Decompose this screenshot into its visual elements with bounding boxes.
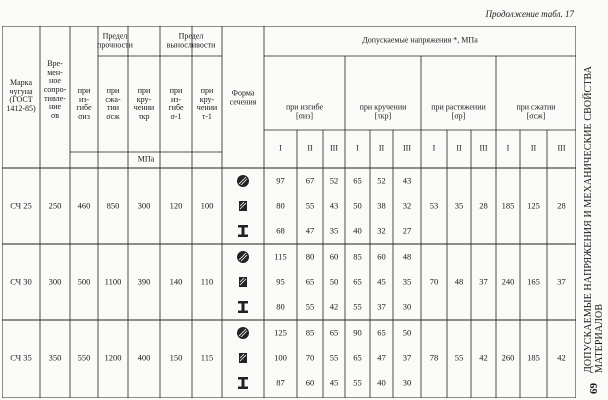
row-allow-value: 35	[402, 276, 412, 287]
row-compression-value: 185	[501, 200, 515, 211]
row-allow-value: 50	[402, 327, 412, 338]
row-compression-value: 185	[527, 352, 540, 363]
row-allow-value: 50	[353, 200, 362, 211]
row-allow-value: 68	[276, 225, 285, 236]
row-tensile: 300	[48, 276, 62, 287]
row-endurance-bend: 140	[169, 276, 183, 287]
row-allow-value: 40	[353, 225, 362, 236]
header-tensile: Вре- мен- ное сопро- тивле- ние σв	[43, 58, 67, 120]
row-allow-value: 37	[377, 301, 386, 312]
header-unit: МПа	[137, 154, 155, 164]
row-tension-value: 70	[429, 276, 439, 287]
row-allow-value: 30	[402, 301, 412, 312]
row-allow-value: 67	[305, 175, 315, 186]
i-beam-section-icon	[236, 300, 250, 314]
header-roman: III	[557, 143, 566, 153]
row-allow-value: 43	[402, 175, 412, 186]
row-allow-value: 115	[274, 251, 287, 262]
row-allow-value: 55	[353, 377, 362, 388]
row-tensile: 250	[48, 200, 62, 211]
row-compression-value: 37	[557, 276, 566, 287]
row-grade: СЧ 30	[10, 276, 32, 287]
header-roman: I	[432, 143, 436, 153]
header-roman: II	[307, 143, 313, 153]
row-tension-value: 42	[479, 352, 488, 363]
row-allow-value: 97	[276, 175, 285, 186]
row-allow-value: 65	[377, 327, 386, 338]
row-endurance-tors: 110	[200, 276, 214, 287]
header-strength-tors: при кру- чении τкр	[133, 85, 155, 121]
side-running-head	[583, 8, 605, 396]
header-strength-bend: при из- гибе σиз	[76, 85, 92, 121]
rectangular-hatched-section-icon	[236, 275, 250, 289]
row-allow-value: 32	[377, 225, 386, 236]
row-allow-value: 125	[274, 327, 287, 338]
row-allow-value: 65	[305, 276, 315, 287]
row-allow-value: 47	[305, 225, 315, 236]
row-allow-value: 65	[353, 276, 362, 287]
header-allow-bend: при изгибе [σиз]	[285, 102, 324, 120]
header-roman: I	[356, 143, 359, 153]
row-allow-value: 30	[402, 377, 412, 388]
row-strength-comp: 850	[106, 200, 120, 211]
header-roman: I	[279, 143, 282, 153]
row-allow-value: 85	[353, 251, 362, 262]
header-roman: III	[330, 143, 338, 153]
row-allow-value: 55	[329, 352, 339, 363]
header-endurance-group: Предел выносливости	[166, 31, 216, 49]
header-grade: Марка чугуна (ГОСТ 1412-85)	[6, 77, 36, 113]
header-strength-group: Предел прочности	[97, 31, 133, 49]
row-compression-value: 28	[557, 200, 566, 211]
side-title: ДОПУСКАЕМЫЕ НАПРЯЖЕНИЯ И МЕХАНИЧЕСКИЕ СВОЙСТВА МАТЕРИАЛОВ	[583, 66, 605, 373]
row-allow-value: 87	[276, 377, 285, 388]
row-allow-value: 80	[276, 200, 285, 211]
row-allow-value: 47	[377, 352, 386, 363]
row-allow-value: 38	[377, 200, 386, 211]
row-tensile: 350	[48, 352, 62, 363]
row-allow-value: 52	[329, 175, 339, 186]
row-endurance-tors: 100	[200, 200, 214, 211]
continuation-label: Продолжение табл. 17	[485, 9, 574, 19]
header-allowable: Допускаемые напряжения *, МПа	[362, 35, 478, 45]
row-compression-value: 42	[557, 352, 566, 363]
stress-table	[2, 26, 576, 398]
row-compression-value: 240	[501, 276, 515, 287]
row-strength-comp: 1200	[104, 352, 122, 363]
i-beam-section-icon	[236, 224, 250, 238]
row-allow-value: 52	[377, 175, 386, 186]
row-strength-tors: 400	[137, 352, 151, 363]
row-allow-value: 48	[402, 251, 412, 262]
header-endurance-tors: при кру- чении τ-1	[196, 85, 218, 121]
row-allow-value: 45	[329, 377, 339, 388]
row-allow-value: 95	[276, 276, 285, 287]
row-strength-bend: 500	[77, 276, 91, 287]
row-strength-tors: 300	[137, 200, 151, 211]
header-strength-comp: при сжа- тии σсж	[105, 85, 121, 121]
row-tension-value: 78	[429, 352, 439, 363]
header-roman: II	[530, 143, 537, 153]
solid-round-section-icon	[236, 174, 250, 188]
row-allow-value: 43	[329, 200, 339, 211]
row-allow-value: 35	[329, 225, 339, 236]
row-allow-value: 100	[274, 352, 287, 363]
row-tension-value: 28	[479, 200, 488, 211]
row-allow-value: 90	[353, 327, 362, 338]
page-number: 69	[588, 383, 600, 394]
header-roman: I	[506, 143, 510, 153]
row-allow-value: 42	[329, 301, 339, 312]
row-strength-bend: 550	[77, 352, 91, 363]
header-roman: III	[403, 143, 411, 153]
header-roman: II	[378, 143, 385, 153]
row-allow-value: 65	[329, 327, 339, 338]
header-allow-comp: при сжатии [σсж]	[516, 102, 556, 120]
row-allow-value: 40	[377, 377, 386, 388]
row-allow-value: 60	[377, 251, 386, 262]
row-allow-value: 55	[305, 301, 315, 312]
header-endurance-bend: при из- гибе σ-1	[168, 85, 184, 121]
header-roman: III	[479, 143, 488, 153]
row-compression-value: 165	[527, 276, 540, 287]
row-compression-value: 260	[501, 352, 515, 363]
rectangular-hatched-section-icon	[236, 351, 250, 365]
row-tension-value: 55	[454, 352, 464, 363]
rectangular-hatched-section-icon	[236, 199, 250, 213]
solid-round-section-icon	[236, 326, 250, 340]
row-tension-value: 48	[454, 276, 464, 287]
row-grade: СЧ 25	[10, 200, 32, 211]
row-allow-value: 60	[329, 251, 339, 262]
row-endurance-bend: 120	[169, 200, 183, 211]
row-strength-bend: 460	[77, 200, 91, 211]
row-allow-value: 55	[353, 301, 362, 312]
table-grid	[2, 26, 576, 398]
row-allow-value: 80	[305, 251, 315, 262]
header-allow-tens: при растяжении [σр]	[431, 102, 486, 120]
i-beam-section-icon	[236, 376, 250, 390]
row-allow-value: 37	[402, 352, 412, 363]
header-roman: II	[456, 143, 462, 153]
row-tension-value: 53	[429, 200, 439, 211]
row-allow-value: 80	[276, 301, 285, 312]
row-allow-value: 45	[377, 276, 386, 287]
row-endurance-tors: 115	[200, 352, 214, 363]
row-strength-tors: 390	[137, 276, 151, 287]
row-allow-value: 85	[305, 327, 315, 338]
header-section: Форма сечения	[229, 88, 257, 106]
row-tension-value: 35	[454, 200, 464, 211]
row-strength-comp: 1100	[104, 276, 122, 287]
row-allow-value: 65	[353, 175, 362, 186]
header-allow-tors: при кручении [τкр]	[359, 102, 407, 120]
row-allow-value: 70	[305, 352, 315, 363]
row-allow-value: 27	[402, 225, 412, 236]
solid-round-section-icon	[236, 250, 250, 264]
row-allow-value: 55	[305, 200, 315, 211]
row-allow-value: 50	[329, 276, 339, 287]
row-allow-value: 60	[305, 377, 315, 388]
row-allow-value: 65	[353, 352, 362, 363]
row-endurance-bend: 150	[169, 352, 183, 363]
row-allow-value: 32	[402, 200, 412, 211]
row-grade: СЧ 35	[10, 352, 32, 363]
row-tension-value: 37	[479, 276, 488, 287]
row-compression-value: 125	[527, 200, 540, 211]
